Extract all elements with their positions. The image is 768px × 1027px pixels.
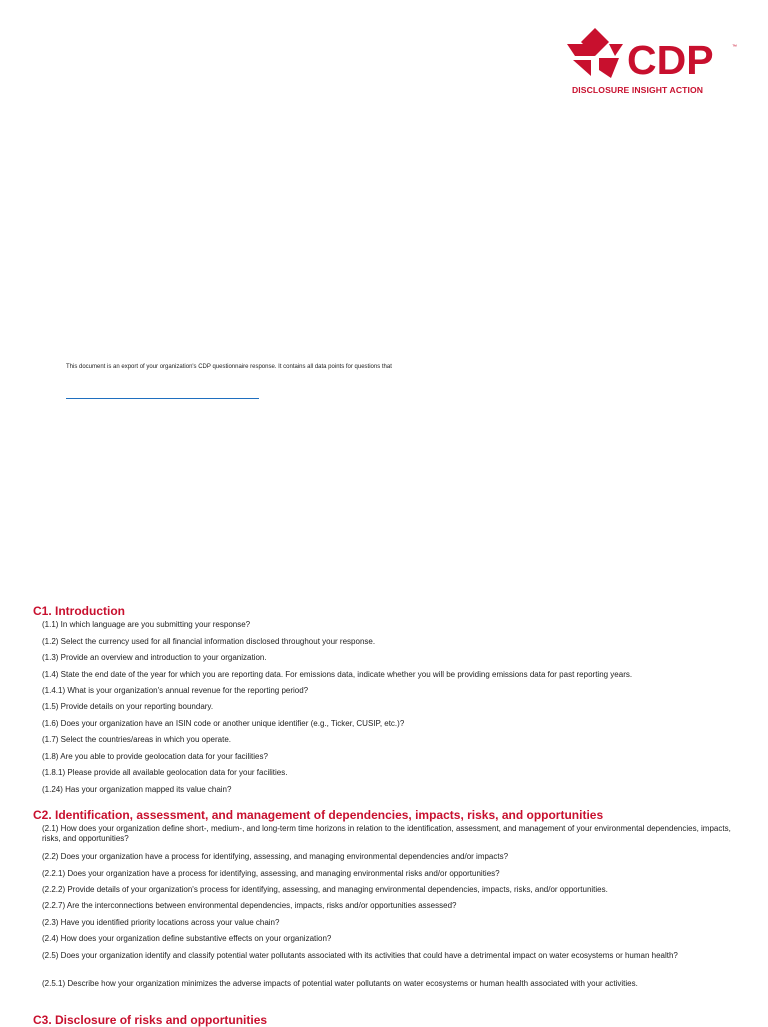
question-item: (2.2.2) Provide details of your organization's process for identifying, assessing, and managing environmental dependencies, impacts, risks, and/or opportunities. xyxy=(42,885,608,894)
question-item: (2.4) How does your organization define substantive effects on your organization? xyxy=(42,934,332,943)
question-item: (2.2.7) Are the interconnections between environmental dependencies, impacts, risks and/or opportunities assessed? xyxy=(42,901,457,910)
question-item: (1.8.1) Please provide all available geolocation data for your facilities. xyxy=(42,768,288,777)
cdp-logo-trademark: ™ xyxy=(732,44,737,50)
intro-text: This document is an export of your organization's CDP questionnaire response. It contains all data points for questions that xyxy=(66,364,392,370)
intro-link-underline[interactable] xyxy=(66,398,259,399)
question-item: (2.3) Have you identified priority locations across your value chain? xyxy=(42,918,280,927)
question-item: (1.7) Select the countries/areas in which you operate. xyxy=(42,735,231,744)
section-heading: C3. Disclosure of risks and opportunities xyxy=(33,1013,268,1027)
section-heading: C2. Identification, assessment, and management of dependencies, impacts, risks, and opportunities xyxy=(33,808,604,822)
question-item: (1.1) In which language are you submitting your response? xyxy=(42,620,251,629)
question-item: (2.5) Does your organization identify and classify potential water pollutants associated with its activities that could have a detrimental impact on water ecosystems or human health? xyxy=(42,951,678,960)
question-item: (1.6) Does your organization have an ISIN code or another unique identifier (e.g., Ticker, CUSIP, etc.)? xyxy=(42,719,405,728)
question-item: (1.4) State the end date of the year for which you are reporting data. For emissions data, indicate whether you will be providing emissions data for past reporting years. xyxy=(42,670,633,679)
question-item: (1.4.1) What is your organization's annual revenue for the reporting period? xyxy=(42,686,309,695)
question-item: (2.2) Does your organization have a process for identifying, assessing, and managing environmental dependencies and/or impacts? xyxy=(42,852,509,861)
section-heading: C1. Introduction xyxy=(33,604,125,618)
question-item: (1.24) Has your organization mapped its value chain? xyxy=(42,785,232,794)
cdp-logo xyxy=(565,26,737,98)
question-item: (2.2.1) Does your organization have a process for identifying, assessing, and managing environmental risks and/or opportunities? xyxy=(42,869,500,878)
cdp-logo-text: CDP xyxy=(627,37,714,83)
cdp-logo-tagline: DISCLOSURE INSIGHT ACTION xyxy=(572,85,704,95)
question-item: (1.3) Provide an overview and introduction to your organization. xyxy=(42,653,267,662)
question-item: (1.8) Are you able to provide geolocation data for your facilities? xyxy=(42,752,268,761)
cdp-logo-mark xyxy=(565,26,627,82)
question-item: (2.1) How does your organization define short-, medium-, and long-term time horizons in relation to the identification, assessment, and management of your environmental dependencies, impacts, risks, and opportunities? xyxy=(42,824,731,843)
question-item: (2.5.1) Describe how your organization minimizes the adverse impacts of potential water pollutants on water ecosystems or human health associated with your activities. xyxy=(42,979,638,988)
question-item: (1.2) Select the currency used for all financial information disclosed throughout your response. xyxy=(42,637,376,646)
question-item: (1.5) Provide details on your reporting boundary. xyxy=(42,702,214,711)
